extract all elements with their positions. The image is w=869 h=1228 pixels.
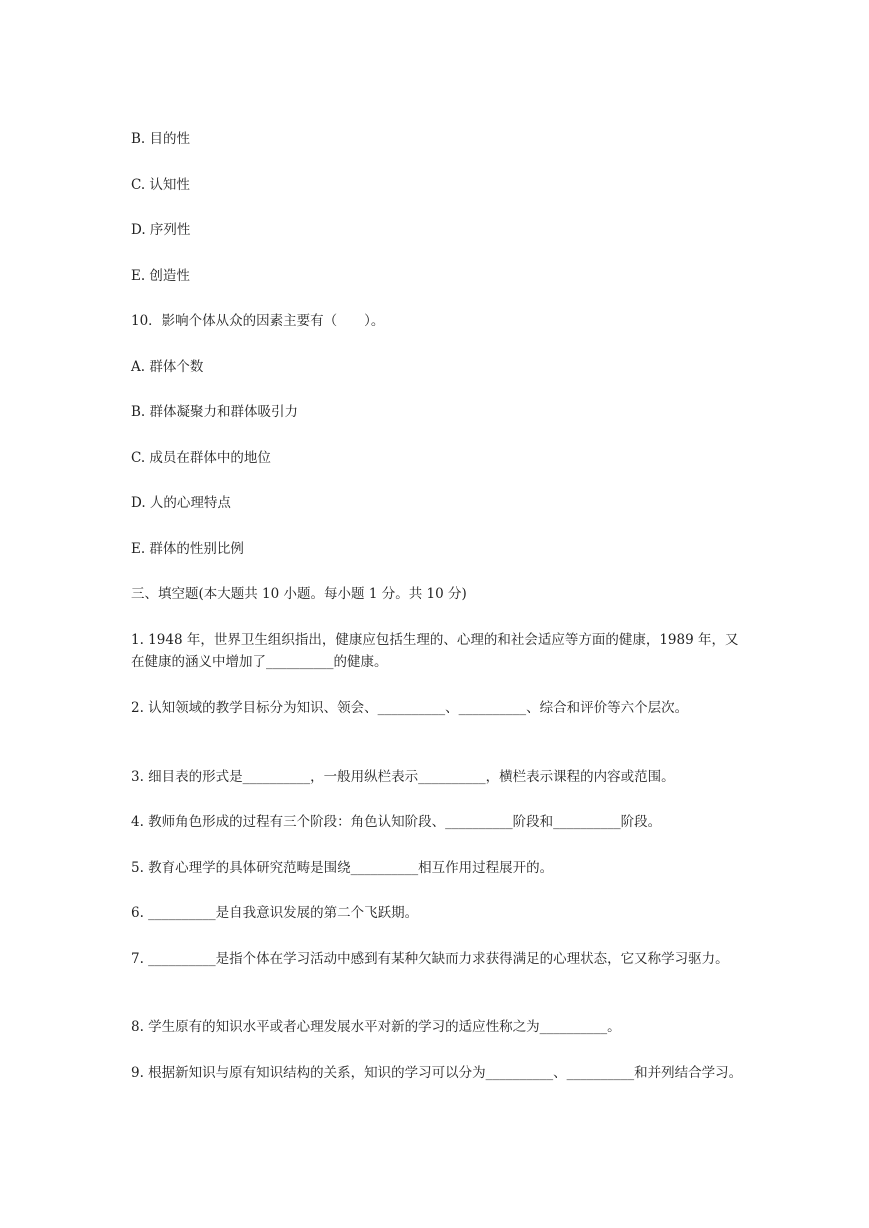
question-10: 10．影响个体从众的因素主要有（ ）。	[131, 313, 385, 329]
fill-blank-6: 6. __________是自我意识发展的第二个飞跃期。	[131, 905, 419, 921]
option-b-q10: B. 群体凝聚力和群体吸引力	[131, 404, 299, 420]
fill-blank-1: 1. 1948 年，世界卫生组织指出，健康应包括生理的、心理的和社会适应等方面的健康，1989 年，又在健康的涵义中增加了__________的健康。	[131, 632, 739, 670]
option-e-q10: E. 群体的性别比例	[131, 541, 244, 557]
option-c-q10: C. 成员在群体中的地位	[131, 450, 271, 466]
fill-blank-5: 5. 教育心理学的具体研究范畴是围绕__________相互作用过程展开的。	[131, 860, 554, 876]
section-3-title: 三、填空题(本大题共 10 小题。每小题 1 分。共 10 分)	[131, 586, 467, 602]
fill-blank-8: 8. 学生原有的知识水平或者心理发展水平对新的学习的适应性称之为__________。	[131, 1019, 621, 1035]
option-c-q9: C. 认知性	[131, 177, 190, 193]
option-d-q10: D. 人的心理特点	[131, 495, 231, 511]
fill-blank-7: 7. __________是指个体在学习活动中感到有某种欠缺而力求获得满足的心理状态，它又称学习驱力。	[131, 951, 729, 967]
fill-blank-4: 4. 教师角色形成的过程有三个阶段：角色认知阶段、__________阶段和__________阶段。	[131, 814, 662, 830]
option-a-q10: A. 群体个数	[131, 359, 204, 375]
option-b-q9: B. 目的性	[131, 131, 191, 147]
option-e-q9: E. 创造性	[131, 268, 190, 284]
fill-blank-3: 3. 细目表的形式是__________，一般用纵栏表示__________，横栏表示课程的内容或范围。	[131, 769, 675, 785]
fill-blank-2: 2. 认知领域的教学目标分为知识、领会、__________、__________、综合和评价等六个层次。	[131, 700, 689, 716]
fill-blank-9: 9. 根据新知识与原有知识结构的关系，知识的学习可以分为__________、__________和并列结合学习。	[131, 1065, 743, 1081]
option-d-q9: D. 序列性	[131, 222, 191, 238]
